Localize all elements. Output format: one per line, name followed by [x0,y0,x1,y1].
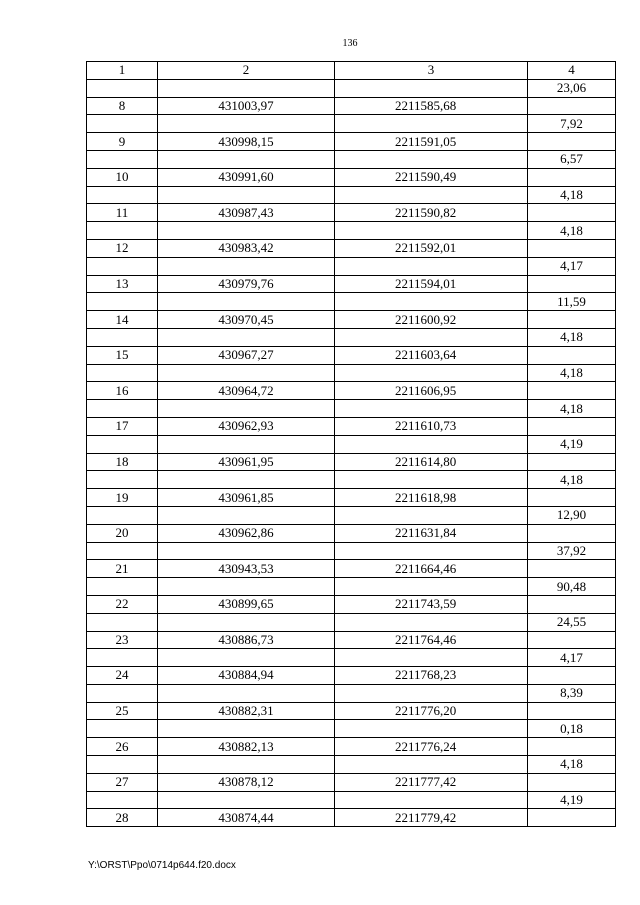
empty-cell [158,756,335,774]
empty-cell [335,400,528,418]
point-row [87,667,616,685]
empty-cell [528,204,616,222]
point-row [87,275,616,293]
point-number-cell: 18 [87,453,158,471]
point-row [87,417,616,435]
empty-cell [87,79,158,97]
empty-cell [87,364,158,382]
distance-cell: 4,17 [528,257,616,275]
x-coordinate-cell: 430882,13 [158,738,335,756]
point-number-cell: 13 [87,275,158,293]
empty-cell [335,613,528,631]
empty-cell [335,756,528,774]
empty-cell [158,364,335,382]
empty-cell [158,791,335,809]
empty-cell [158,720,335,738]
x-coordinate-cell: 430961,85 [158,489,335,507]
point-row [87,382,616,400]
y-coordinate-cell: 2211603,64 [335,346,528,364]
x-coordinate-cell: 430943,53 [158,560,335,578]
empty-cell [528,773,616,791]
y-coordinate-cell: 2211768,23 [335,667,528,685]
x-coordinate-cell: 430987,43 [158,204,335,222]
empty-cell [528,524,616,542]
empty-cell [335,684,528,702]
point-number-cell: 8 [87,97,158,115]
empty-cell [87,684,158,702]
empty-cell [87,400,158,418]
empty-cell [528,631,616,649]
empty-cell [158,471,335,489]
x-coordinate-cell: 430970,45 [158,311,335,329]
column-header-1: 1 [87,62,158,80]
empty-cell [87,150,158,168]
empty-cell [87,506,158,524]
point-number-cell: 12 [87,239,158,257]
empty-cell [87,756,158,774]
y-coordinate-cell: 2211764,46 [335,631,528,649]
point-row [87,595,616,613]
y-coordinate-cell: 2211600,92 [335,311,528,329]
x-coordinate-cell: 430998,15 [158,133,335,151]
distance-cell: 4,18 [528,328,616,346]
distance-row [87,578,616,596]
point-row [87,631,616,649]
column-header-3: 3 [335,62,528,80]
empty-cell [335,471,528,489]
point-row [87,204,616,222]
point-number-cell: 11 [87,204,158,222]
empty-cell [335,150,528,168]
distance-cell: 23,06 [528,79,616,97]
y-coordinate-cell: 2211618,98 [335,489,528,507]
x-coordinate-cell: 430962,93 [158,417,335,435]
empty-cell [87,115,158,133]
distance-cell: 0,18 [528,720,616,738]
x-coordinate-cell: 430979,76 [158,275,335,293]
distance-row [87,649,616,667]
empty-cell [158,649,335,667]
point-number-cell: 27 [87,773,158,791]
distance-cell: 7,92 [528,115,616,133]
empty-cell [528,667,616,685]
point-row [87,97,616,115]
table-header-row [87,62,616,80]
y-coordinate-cell: 2211590,82 [335,204,528,222]
x-coordinate-cell: 430878,12 [158,773,335,791]
distance-row [87,150,616,168]
point-number-cell: 16 [87,382,158,400]
y-coordinate-cell: 2211779,42 [335,809,528,827]
empty-cell [335,578,528,596]
empty-cell [87,649,158,667]
distance-row [87,257,616,275]
empty-cell [87,435,158,453]
empty-cell [158,328,335,346]
x-coordinate-cell: 430884,94 [158,667,335,685]
empty-cell [87,257,158,275]
point-number-cell: 19 [87,489,158,507]
distance-row [87,222,616,240]
distance-row [87,542,616,560]
y-coordinate-cell: 2211606,95 [335,382,528,400]
point-row [87,702,616,720]
x-coordinate-cell: 431003,97 [158,97,335,115]
empty-cell [335,542,528,560]
empty-cell [528,417,616,435]
x-coordinate-cell: 430964,72 [158,382,335,400]
empty-cell [528,489,616,507]
distance-row [87,364,616,382]
empty-cell [158,542,335,560]
point-row [87,560,616,578]
distance-row [87,293,616,311]
empty-cell [158,222,335,240]
y-coordinate-cell: 2211776,20 [335,702,528,720]
point-number-cell: 22 [87,595,158,613]
point-row [87,346,616,364]
x-coordinate-cell: 430983,42 [158,239,335,257]
point-row [87,453,616,471]
distance-cell: 6,57 [528,150,616,168]
x-coordinate-cell: 430882,31 [158,702,335,720]
x-coordinate-cell: 430961,95 [158,453,335,471]
empty-cell [158,613,335,631]
column-header-4: 4 [528,62,616,80]
empty-cell [335,435,528,453]
empty-cell [158,293,335,311]
x-coordinate-cell: 430967,27 [158,346,335,364]
empty-cell [158,150,335,168]
empty-cell [528,346,616,364]
empty-cell [87,578,158,596]
point-row [87,168,616,186]
empty-cell [335,293,528,311]
empty-cell [158,257,335,275]
distance-cell: 11,59 [528,293,616,311]
empty-cell [528,738,616,756]
distance-cell: 4,19 [528,435,616,453]
empty-cell [528,560,616,578]
point-row [87,524,616,542]
empty-cell [528,168,616,186]
point-number-cell: 15 [87,346,158,364]
y-coordinate-cell: 2211594,01 [335,275,528,293]
distance-cell: 4,18 [528,364,616,382]
empty-cell [335,186,528,204]
distance-row [87,79,616,97]
distance-row [87,720,616,738]
y-coordinate-cell: 2211585,68 [335,97,528,115]
x-coordinate-cell: 430886,73 [158,631,335,649]
empty-cell [335,79,528,97]
empty-cell [158,79,335,97]
empty-cell [335,720,528,738]
x-coordinate-cell: 430899,65 [158,595,335,613]
empty-cell [335,649,528,667]
empty-cell [158,115,335,133]
empty-cell [87,471,158,489]
empty-cell [335,222,528,240]
empty-cell [87,222,158,240]
empty-cell [87,186,158,204]
point-row [87,239,616,257]
y-coordinate-cell: 2211592,01 [335,239,528,257]
y-coordinate-cell: 2211664,46 [335,560,528,578]
distance-row [87,186,616,204]
table-body [87,79,616,826]
distance-row [87,756,616,774]
point-number-cell: 28 [87,809,158,827]
y-coordinate-cell: 2211776,24 [335,738,528,756]
x-coordinate-cell: 430991,60 [158,168,335,186]
point-number-cell: 25 [87,702,158,720]
empty-cell [528,702,616,720]
distance-cell: 4,18 [528,186,616,204]
distance-cell: 4,17 [528,649,616,667]
distance-cell: 4,19 [528,791,616,809]
distance-row [87,506,616,524]
empty-cell [87,720,158,738]
empty-cell [528,97,616,115]
empty-cell [528,453,616,471]
empty-cell [335,115,528,133]
point-number-cell: 21 [87,560,158,578]
distance-row [87,435,616,453]
distance-row [87,471,616,489]
y-coordinate-cell: 2211614,80 [335,453,528,471]
distance-cell: 37,92 [528,542,616,560]
empty-cell [335,257,528,275]
empty-cell [528,809,616,827]
distance-cell: 8,39 [528,684,616,702]
distance-cell: 24,55 [528,613,616,631]
distance-row [87,115,616,133]
y-coordinate-cell: 2211743,59 [335,595,528,613]
empty-cell [528,275,616,293]
point-number-cell: 17 [87,417,158,435]
distance-cell: 4,18 [528,471,616,489]
coordinates-table [86,61,616,827]
distance-cell: 4,18 [528,756,616,774]
empty-cell [87,542,158,560]
distance-cell: 12,90 [528,506,616,524]
distance-cell: 4,18 [528,400,616,418]
empty-cell [158,435,335,453]
distance-row [87,684,616,702]
point-number-cell: 10 [87,168,158,186]
y-coordinate-cell: 2211591,05 [335,133,528,151]
empty-cell [87,613,158,631]
distance-row [87,791,616,809]
empty-cell [158,400,335,418]
point-number-cell: 26 [87,738,158,756]
distance-row [87,400,616,418]
y-coordinate-cell: 2211777,42 [335,773,528,791]
point-row [87,773,616,791]
empty-cell [335,791,528,809]
distance-row [87,613,616,631]
page-number: 136 [342,38,358,49]
point-number-cell: 20 [87,524,158,542]
point-number-cell: 14 [87,311,158,329]
empty-cell [528,595,616,613]
point-row [87,133,616,151]
empty-cell [87,328,158,346]
empty-cell [158,684,335,702]
point-number-cell: 9 [87,133,158,151]
point-row [87,311,616,329]
empty-cell [158,506,335,524]
distance-row [87,328,616,346]
empty-cell [87,791,158,809]
distance-cell: 4,18 [528,222,616,240]
y-coordinate-cell: 2211610,73 [335,417,528,435]
empty-cell [158,578,335,596]
footer-file-path: Y:\ORST\Ppo\0714p644.f20.docx [88,860,236,871]
point-row [87,738,616,756]
y-coordinate-cell: 2211590,49 [335,168,528,186]
y-coordinate-cell: 2211631,84 [335,524,528,542]
empty-cell [335,364,528,382]
point-number-cell: 24 [87,667,158,685]
point-row [87,489,616,507]
empty-cell [528,239,616,257]
empty-cell [528,311,616,329]
x-coordinate-cell: 430874,44 [158,809,335,827]
empty-cell [335,328,528,346]
point-row [87,809,616,827]
empty-cell [158,186,335,204]
point-number-cell: 23 [87,631,158,649]
empty-cell [335,506,528,524]
x-coordinate-cell: 430962,86 [158,524,335,542]
empty-cell [528,133,616,151]
empty-cell [87,293,158,311]
distance-cell: 90,48 [528,578,616,596]
column-header-2: 2 [158,62,335,80]
empty-cell [528,382,616,400]
